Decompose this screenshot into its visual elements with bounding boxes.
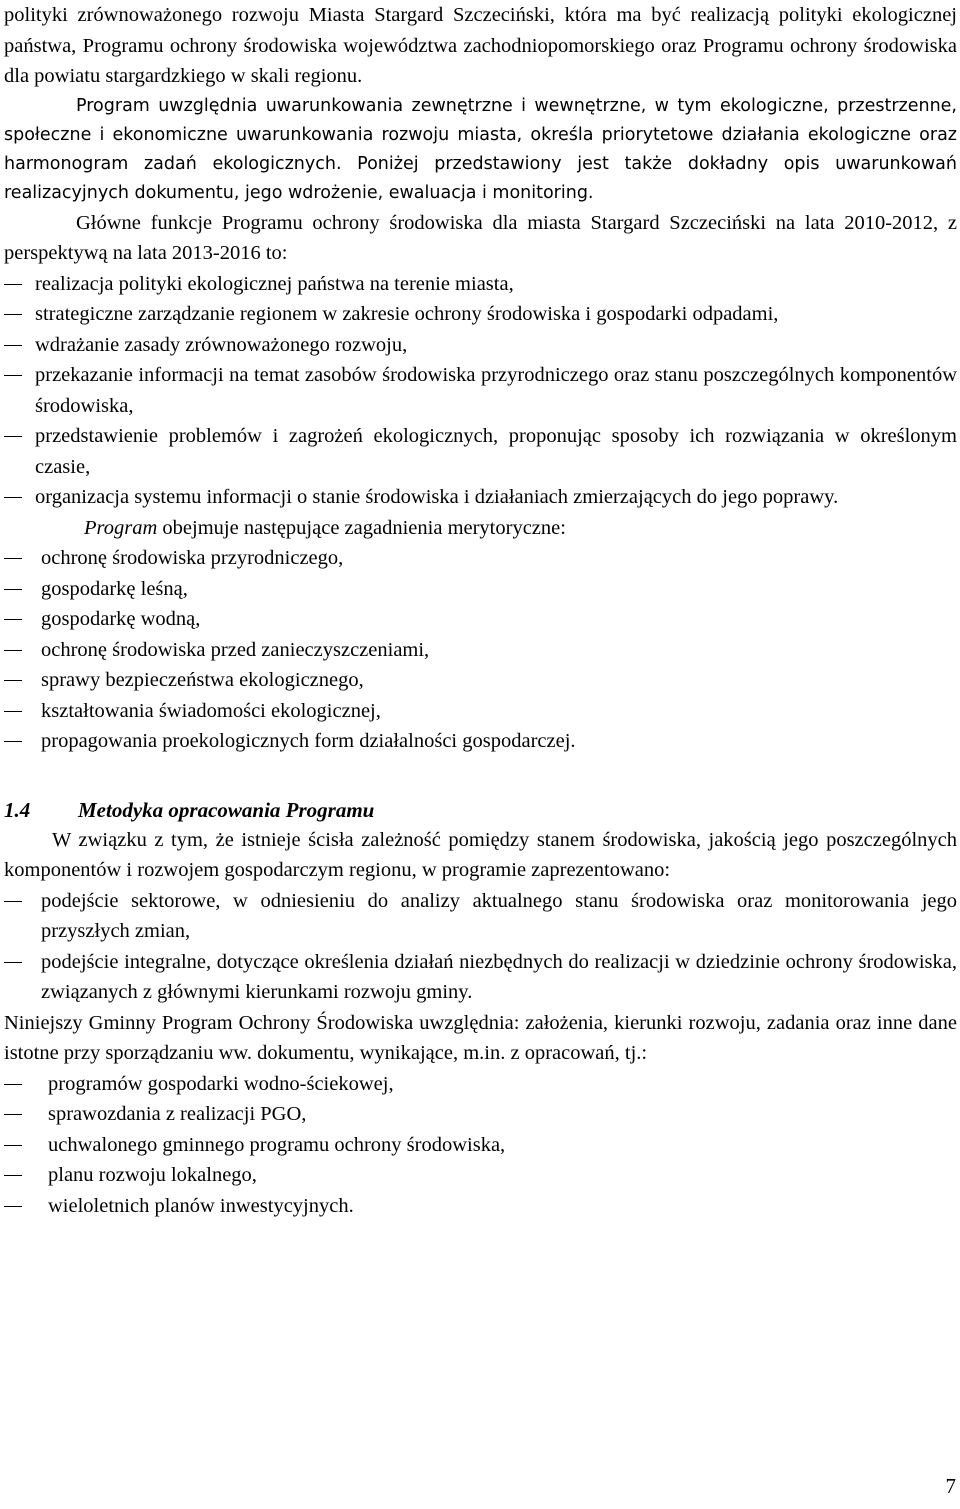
list-item: sprawy bezpieczeństwa ekologicznego, xyxy=(4,665,957,696)
list-item: wdrażanie zasady zrównoważonego rozwoju, xyxy=(4,330,957,361)
documents-list xyxy=(4,1069,957,1222)
list-item: sprawozdania z realizacji PGO, xyxy=(4,1099,957,1130)
main-functions-list xyxy=(4,269,957,513)
list-item: podejście integralne, dotyczące określenia działań niezbędnych do realizacji w dziedzinie ochrony środowiska, związanych z głównymi kierunkami rozwoju gminy. xyxy=(4,947,957,1008)
page-number: 7 xyxy=(945,1474,956,1498)
list-item: kształtowania świadomości ekologicznej, xyxy=(4,696,957,727)
spacer xyxy=(4,757,957,795)
dash-bullet-icon xyxy=(4,665,22,681)
section-title: Metodyka opracowania Programu xyxy=(78,797,375,822)
intro-paragraph: polityki zrównoważonego rozwoju Miasta Stargard Szczeciński, która ma być realizacją polityki ekologicznej państwa, Programu ochrony środowiska województwa zachodniopomorskiego oraz Programu ochrony środowiska dla powiatu stargardzkiego w skali regionu. xyxy=(4,4,957,87)
list-item: planu rozwoju lokalnego, xyxy=(4,1160,957,1191)
list-item: podejście sektorowe, w odniesieniu do analizy aktualnego stanu środowiska oraz monitorowania jego przyszłych zmian, xyxy=(4,886,957,947)
program-description-paragraph: Program uwzględnia uwarunkowania zewnętrzne i wewnętrzne, w tym ekologiczne, przestrzenne, społeczne i ekonomiczne uwarunkowania rozwoju miasta, określa priorytetowe działania ekologiczne oraz harmonogram zadań ekologicznych. Poniżej przedstawiony jest także dokładny opis uwarunkowań realizacyjnych dokumentu, jego wdrożenie, ewaluacja i monitoring. xyxy=(4,95,957,203)
dash-bullet-icon xyxy=(4,1160,22,1176)
section-heading xyxy=(4,795,957,825)
dash-bullet-icon xyxy=(4,543,22,559)
program-scope-paragraph: Niniejszy Gminny Program Ochrony Środowiska uwzględnia: założenia, kierunki rozwoju, zadania oraz inne dane istotne przy sporządzaniu ww. dokumentu, wynikające, m.in. z opracowań, tj.: xyxy=(4,1011,957,1064)
dash-bullet-icon xyxy=(4,696,22,712)
list-item: strategiczne zarządzanie regionem w zakresie ochrony środowiska i gospodarki odpadami, xyxy=(4,299,957,330)
list-item: wieloletnich planów inwestycyjnych. xyxy=(4,1191,957,1222)
list-item: ochronę środowiska przyrodniczego, xyxy=(4,543,957,574)
dash-bullet-icon xyxy=(4,947,22,963)
methodology-intro: W związku z tym, że istnieje ścisła zależność pomiędzy stanem środowiska, jakością jego poszczególnych komponentów i rozwojem gospodarczym regionu, w programie zaprezentowano: xyxy=(4,828,957,881)
section-number: 1.4 xyxy=(4,797,31,822)
dash-bullet-icon xyxy=(4,1069,22,1085)
list-item: przekazanie informacji na temat zasobów środowiska przyrodniczego oraz stanu poszczególnych komponentów środowiska, xyxy=(4,360,957,421)
topics-intro: Program obejmuje następujące zagadnienia merytoryczne: xyxy=(84,516,566,539)
list-item: programów gospodarki wodno-ściekowej, xyxy=(4,1069,957,1100)
topics-list xyxy=(4,543,957,757)
list-item: uchwalonego gminnego programu ochrony środowiska, xyxy=(4,1130,957,1161)
dash-bullet-icon xyxy=(4,360,22,376)
list-item: przedstawienie problemów i zagrożeń ekologicznych, proponując sposoby ich rozwiązania w określonym czasie, xyxy=(4,421,957,482)
list-item: gospodarkę wodną, xyxy=(4,604,957,635)
list-item: organizacja systemu informacji o stanie środowiska i działaniach zmierzających do jego poprawy. xyxy=(4,482,957,513)
dash-bullet-icon xyxy=(4,1099,22,1115)
dash-bullet-icon xyxy=(4,604,22,620)
list-item: gospodarkę leśną, xyxy=(4,574,957,605)
dash-bullet-icon xyxy=(4,1130,22,1146)
dash-bullet-icon xyxy=(4,269,22,285)
dash-bullet-icon xyxy=(4,1191,22,1207)
approaches-list xyxy=(4,886,957,1008)
dash-bullet-icon xyxy=(4,726,22,742)
dash-bullet-icon xyxy=(4,299,22,315)
list-item: realizacja polityki ekologicznej państwa na terenie miasta, xyxy=(4,269,957,300)
dash-bullet-icon xyxy=(4,482,22,498)
dash-bullet-icon xyxy=(4,635,22,651)
list-item: propagowania proekologicznych form działalności gospodarczej. xyxy=(4,726,957,757)
dash-bullet-icon xyxy=(4,886,22,902)
document-page xyxy=(4,0,957,1221)
dash-bullet-icon xyxy=(4,330,22,346)
dash-bullet-icon xyxy=(4,421,22,437)
main-functions-intro: Główne funkcje Programu ochrony środowiska dla miasta Stargard Szczeciński na lata 2010-2012, z perspektywą na lata 2013-2016 to: xyxy=(4,211,957,264)
list-item: ochronę środowiska przed zanieczyszczeniami, xyxy=(4,635,957,666)
dash-bullet-icon xyxy=(4,574,22,590)
